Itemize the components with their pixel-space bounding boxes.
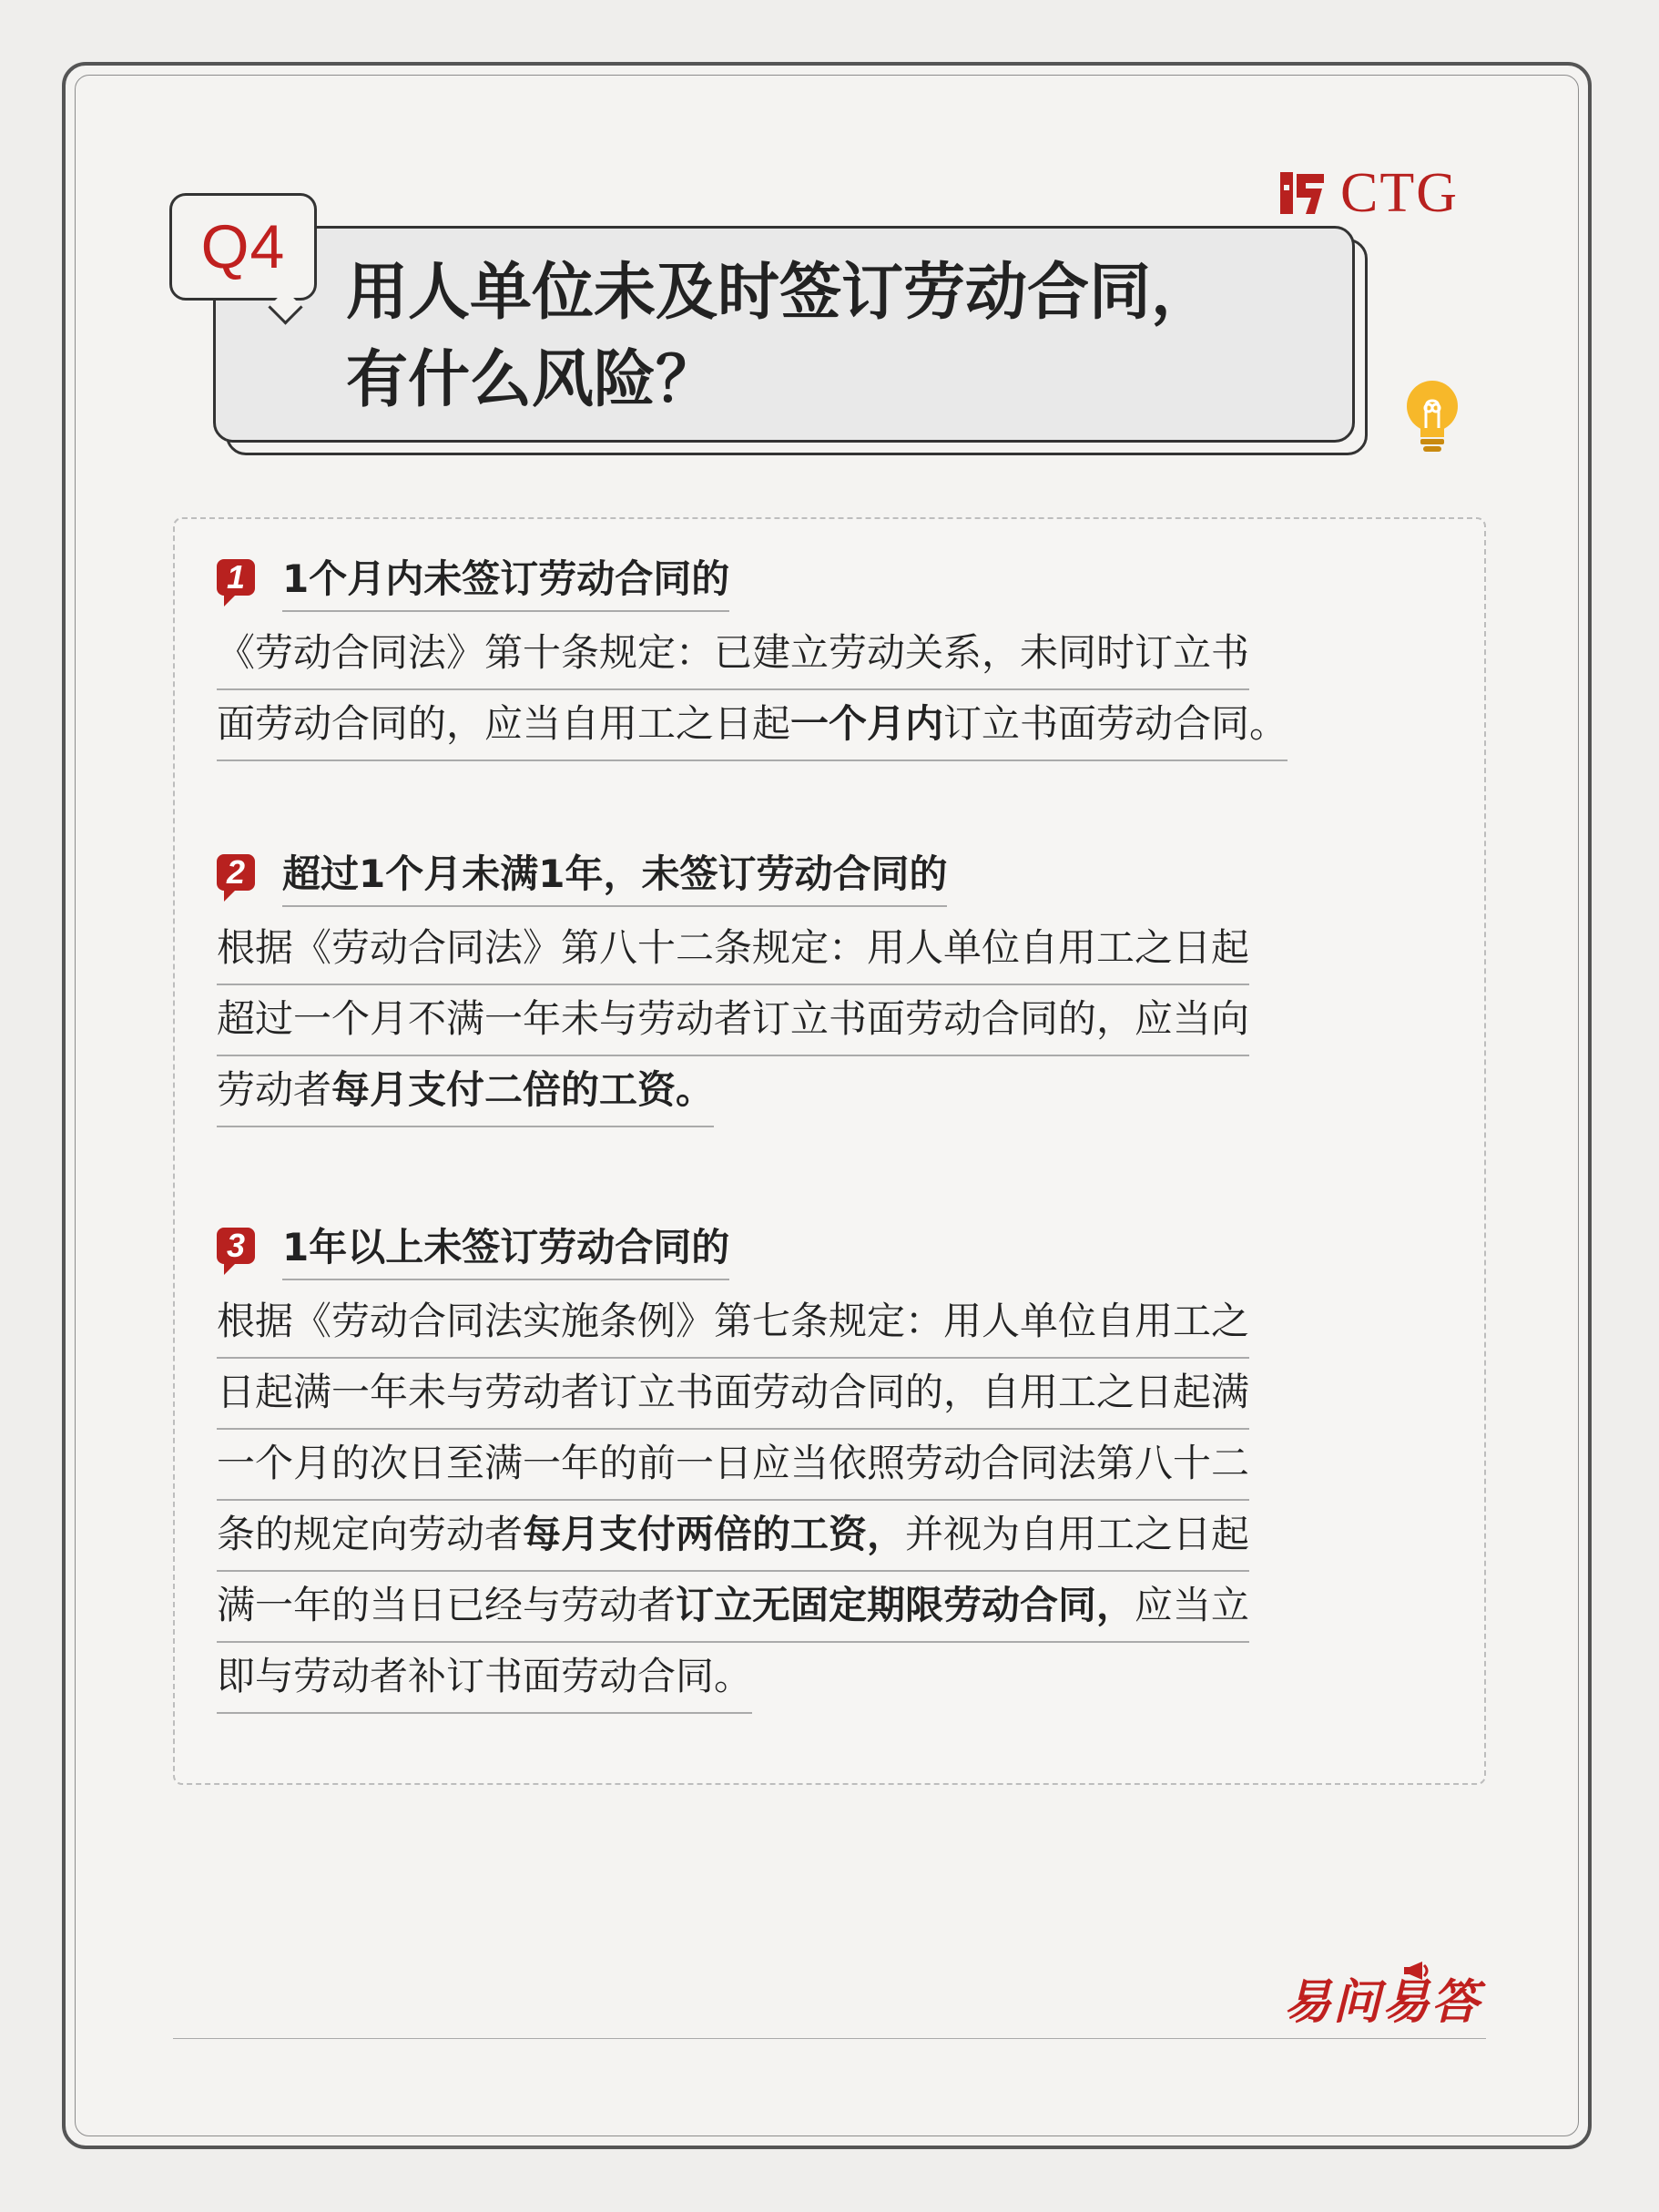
body-line: 条的规定向劳动者每月支付两倍的工资，并视为自用工之日起 <box>217 1501 1249 1572</box>
footer-logo-text: 易问易答 <box>1283 1975 1481 2030</box>
section-title: 1年以上未签订劳动合同的 <box>282 1218 729 1280</box>
bottom-divider <box>173 2038 1486 2039</box>
section-heading <box>217 550 1446 612</box>
section-2 <box>217 845 1446 1127</box>
body-line: 即与劳动者补订书面劳动合同。 <box>217 1643 752 1714</box>
section-body <box>217 914 1446 1127</box>
body-line: 根据《劳动合同法实施条例》第七条规定：用人单位自用工之 <box>217 1288 1249 1359</box>
ctg-logo-icon <box>1278 168 1328 218</box>
question-number: Q4 <box>200 212 286 281</box>
number-badge: 2 <box>217 854 255 891</box>
section-body <box>217 619 1446 761</box>
section-body <box>217 1288 1446 1714</box>
body-line: 日起满一年未与劳动者订立书面劳动合同的，自用工之日起满 <box>217 1359 1249 1430</box>
body-line: 满一年的当日已经与劳动者订立无固定期限劳动合同，应当立 <box>217 1572 1249 1643</box>
brand-name: CTG <box>1340 162 1459 224</box>
title-line-1: 用人单位未及时签订劳动合同， <box>346 257 1214 329</box>
body-line: 劳动者每月支付二倍的工资。 <box>217 1056 714 1127</box>
section-heading <box>217 845 1446 907</box>
body-line: 超过一个月不满一年未与劳动者订立书面劳动合同的，应当向 <box>217 985 1249 1056</box>
footer-logo <box>1275 1960 1490 2031</box>
page-title <box>346 250 1329 424</box>
section-title: 超过1个月未满1年，未签订劳动合同的 <box>282 845 947 907</box>
number-badge: 1 <box>217 559 255 596</box>
body-line: 面劳动合同的，应当自用工之日起一个月内订立书面劳动合同。 <box>217 690 1288 761</box>
section-heading <box>217 1218 1446 1280</box>
question-badge <box>169 193 317 301</box>
section-1 <box>217 550 1446 761</box>
body-line: 根据《劳动合同法》第八十二条规定：用人单位自用工之日起 <box>217 914 1249 985</box>
body-line: 一个月的次日至满一年的前一日应当依照劳动合同法第八十二 <box>217 1430 1249 1501</box>
brand-logo <box>1278 162 1459 224</box>
section-title: 1个月内未签订劳动合同的 <box>282 550 729 612</box>
body-line: 《劳动合同法》第十条规定：已建立劳动关系，未同时订立书 <box>217 619 1249 690</box>
number-badge: 3 <box>217 1228 255 1264</box>
title-line-2: 有什么风险？ <box>346 344 718 416</box>
lightbulb-icon <box>1399 375 1466 459</box>
section-3 <box>217 1218 1446 1714</box>
